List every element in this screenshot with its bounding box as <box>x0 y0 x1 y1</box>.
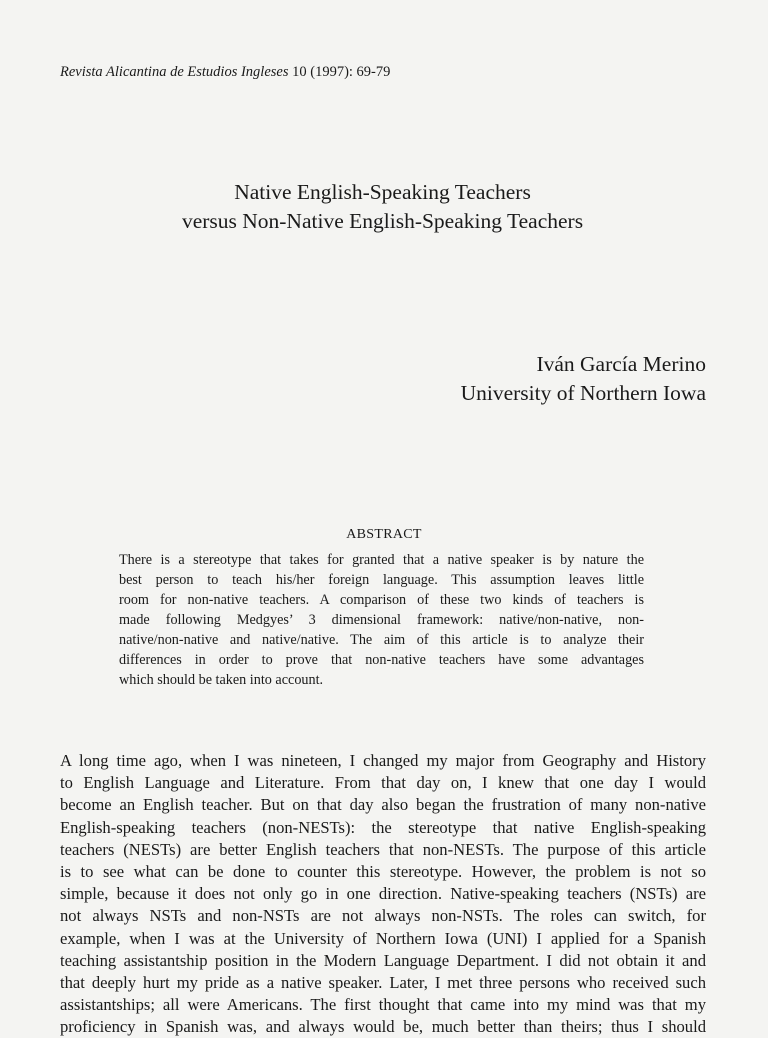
abstract-line: room for non-native teachers. A comparison of these two kinds of teachers is <box>119 592 644 608</box>
journal-name: Revista Alicantina de Estudios Ingleses <box>60 64 289 80</box>
body-line: that deeply hurt my pride as a native speaker. Later, I met three persons who received such <box>60 972 706 992</box>
abstract-line: which should be taken into account. <box>119 672 324 688</box>
body-line: simple, because it does not only go in one direction. Native-speaking teachers (NSTs) are <box>60 884 706 904</box>
abstract-line: native/non-native and native/native. The aim of this article is to analyze their <box>119 632 644 648</box>
author-affiliation: University of Northern Iowa <box>460 381 706 405</box>
abstract-line: best person to teach his/her foreign language. This assumption leaves little <box>119 572 644 588</box>
title-line-1: Native English-Speaking Teachers <box>234 180 531 204</box>
body-line: example, when I was at the University of Northern Iowa (UNI) I applied for a Spanish <box>60 928 706 948</box>
abstract-line: There is a stereotype that takes for granted that a native speaker is by nature the <box>119 552 644 568</box>
journal-volume: 10 (1997): 69-79 <box>292 64 391 80</box>
author-name: Iván García Merino <box>536 352 706 376</box>
abstract-line: made following Medgyes’ 3 dimensional framework: native/non-native, non- <box>119 612 644 628</box>
author-block <box>461 350 706 408</box>
body-line: to English Language and Literature. From that day on, I knew that one day I would <box>60 773 706 793</box>
abstract-line: differences in order to prove that non-native teachers have some advantages <box>119 652 644 668</box>
article-title <box>60 178 705 236</box>
body-line: A long time ago, when I was nineteen, I changed my major from Geography and History <box>60 751 706 770</box>
abstract-heading: ABSTRACT <box>346 527 422 542</box>
body-line: proficiency in Spanish was, and always would be, much better than theirs; thus I should <box>60 1017 706 1037</box>
journal-citation <box>60 62 390 82</box>
body-line: not always NSTs and non-NSTs are not always non-NSTs. The roles can switch, for <box>60 906 706 926</box>
abstract-text <box>119 550 644 690</box>
body-paragraph <box>60 750 706 1038</box>
title-line-2: versus Non-Native English-Speaking Teachers <box>181 209 584 233</box>
body-line: English-speaking teachers (non-NESTs): the stereotype that native English-speaking <box>60 817 706 837</box>
body-line: assistantships; all were Americans. The first thought that came into my mind was that my <box>60 995 706 1015</box>
body-line: become an English teacher. But on that day also began the frustration of many non-native <box>60 795 706 815</box>
body-line: teaching assistantship position in the Modern Language Department. I did not obtain it and <box>60 950 706 970</box>
body-line: teachers (NESTs) are better English teachers that non-NESTs. The purpose of this article <box>60 839 706 859</box>
body-line: is to see what can be done to counter this stereotype. However, the problem is not so <box>60 861 706 881</box>
